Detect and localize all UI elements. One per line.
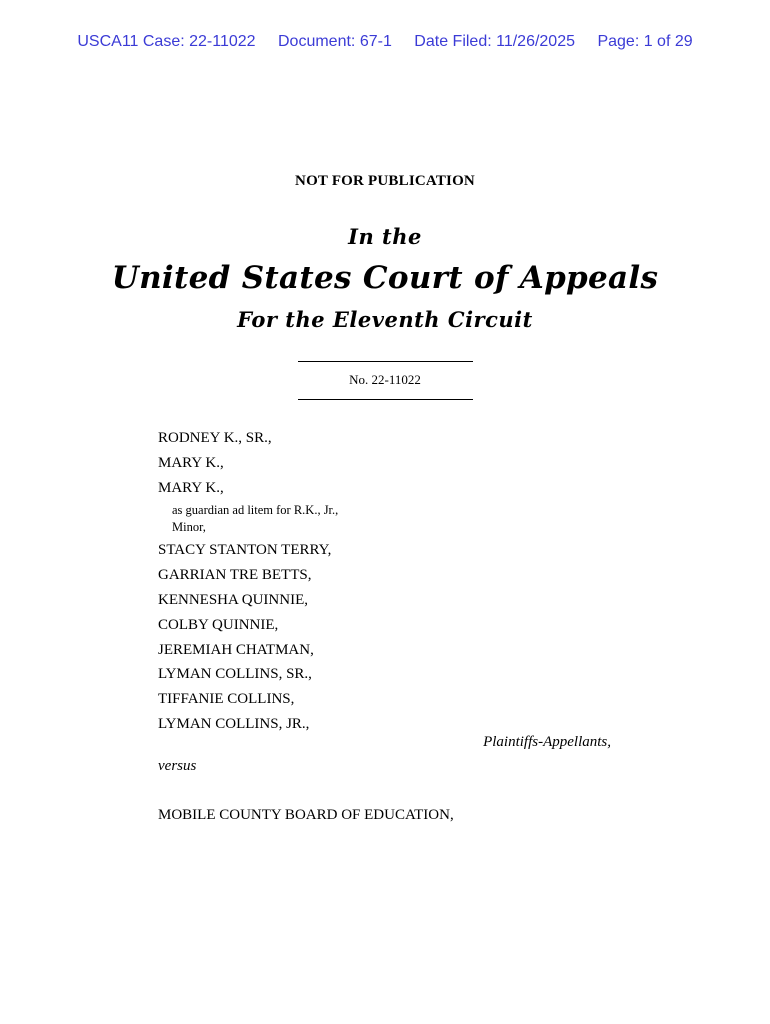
party-name: JEREMIAH CHATMAN, <box>158 641 314 658</box>
plaintiffs-list <box>158 426 678 737</box>
circuit-name: For the Eleventh Circuit <box>237 307 533 332</box>
party-name: LYMAN COLLINS, SR., <box>158 666 312 683</box>
divider-top <box>298 361 473 362</box>
header-document: Document: 67-1 <box>278 33 392 50</box>
header-date-filed: Date Filed: 11/26/2025 <box>414 33 575 50</box>
party-name: RODNEY K., SR., <box>158 430 272 446</box>
publication-status: NOT FOR PUBLICATION <box>295 173 475 189</box>
header-case: USCA11 Case: 22-11022 <box>77 33 256 50</box>
defendant-name: MOBILE COUNTY BOARD OF EDUCATION, <box>158 807 454 823</box>
guardian-note-line: as guardian ad litem for R.K., Jr., <box>172 503 339 518</box>
court-name: United States Court of Appeals <box>111 260 659 296</box>
party-name: GARRIAN TRE BETTS, <box>158 567 312 584</box>
party-name: COLBY QUINNIE, <box>158 616 279 633</box>
divider-bottom <box>298 399 473 400</box>
versus-label: versus <box>158 758 197 774</box>
plaintiffs-role: Plaintiffs-Appellants, <box>483 734 611 750</box>
caption-in-the: In the <box>348 224 422 249</box>
party-name: STACY STANTON TERRY, <box>158 542 332 559</box>
guardian-note <box>158 500 678 538</box>
party-name: TIFFANIE COLLINS, <box>158 691 295 708</box>
party-name: KENNESHA QUINNIE, <box>158 591 308 608</box>
case-number: No. 22-11022 <box>349 372 421 387</box>
header-page: Page: 1 of 29 <box>597 33 693 50</box>
filing-header-stamp <box>0 33 770 51</box>
party-name: MARY K., <box>158 454 224 471</box>
party-name: LYMAN COLLINS, JR., <box>158 715 310 732</box>
party-name: MARY K., <box>158 479 224 496</box>
guardian-note-line: Minor, <box>172 520 206 535</box>
